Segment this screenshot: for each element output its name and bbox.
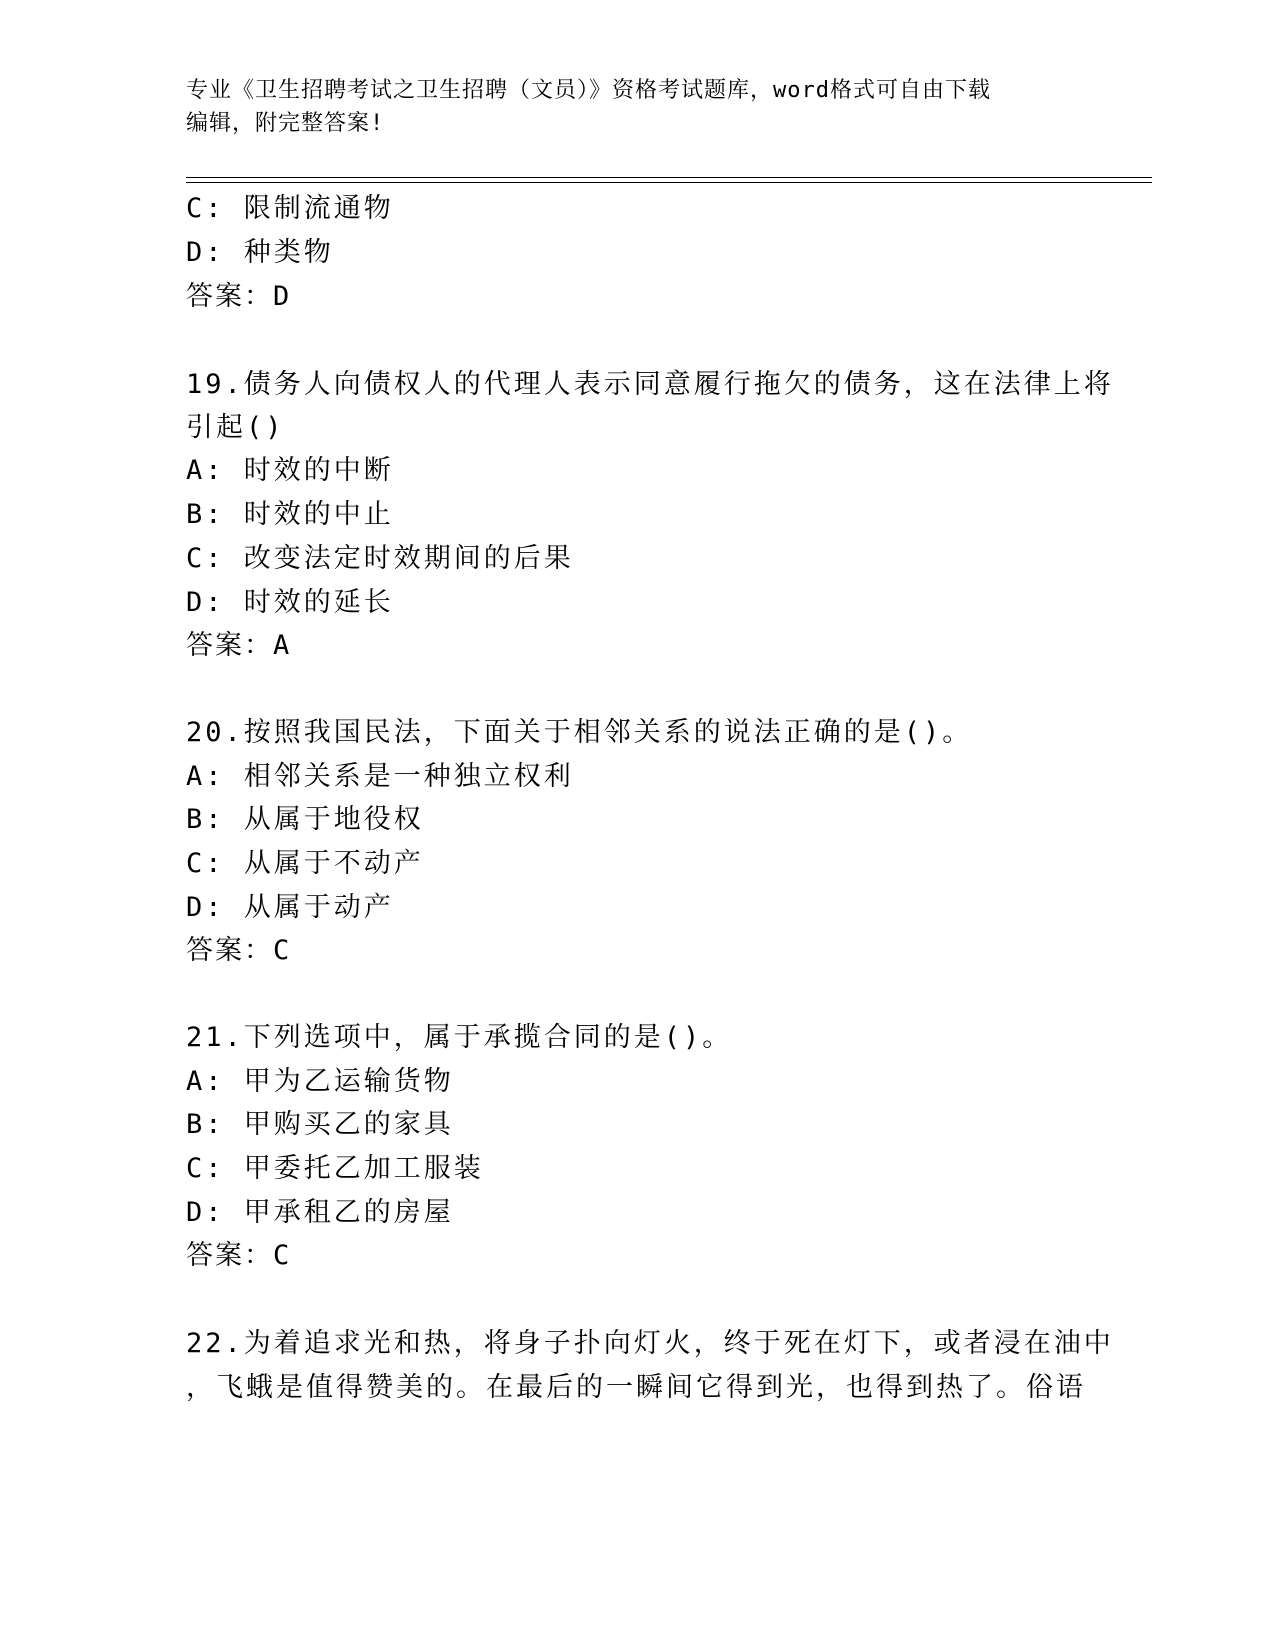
option-a: A: 甲为乙运输货物	[186, 1066, 454, 1097]
header-line-2: 编辑，附完整答案!	[186, 111, 385, 136]
question-stem-19-line-1: 19.债务人向债权人的代理人表示同意履行拖欠的债务，这在法律上将	[186, 369, 1114, 400]
option-c: C: 从属于不动产	[186, 848, 424, 879]
answer-label: 答案：	[186, 281, 273, 312]
option-b: B: 从属于地役权	[186, 804, 424, 835]
option-c: C: 改变法定时效期间的后果	[186, 543, 574, 574]
question-stem-19-line-2: 引起()	[186, 412, 285, 443]
answer-line	[186, 628, 291, 664]
header-divider-top	[186, 177, 1152, 178]
question-stem-20: 20.按照我国民法，下面关于相邻关系的说法正确的是()。	[186, 717, 973, 748]
answer-label: 答案：	[186, 1240, 273, 1271]
option-a: A: 时效的中断	[186, 455, 394, 486]
option-c: C: 甲委托乙加工服装	[186, 1153, 484, 1184]
document-header	[186, 74, 1086, 140]
answer-value: D	[273, 281, 292, 312]
question-stem-21: 21.下列选项中，属于承揽合同的是()。	[186, 1022, 733, 1053]
answer-line	[186, 279, 291, 315]
question-stem-22-line-1: 22.为着追求光和热，将身子扑向灯火，终于死在灯下，或者浸在油中	[186, 1328, 1114, 1359]
option-d: D: 种类物	[186, 237, 334, 268]
answer-line	[186, 1238, 291, 1274]
option-c: C: 限制流通物	[186, 193, 394, 224]
option-b: B: 时效的中止	[186, 499, 394, 530]
answer-label: 答案：	[186, 935, 273, 966]
answer-label: 答案：	[186, 630, 273, 661]
answer-value: A	[273, 630, 292, 661]
option-d: D: 时效的延长	[186, 587, 394, 618]
option-b: B: 甲购买乙的家具	[186, 1109, 454, 1140]
option-d: D: 从属于动产	[186, 892, 394, 923]
answer-value: C	[273, 935, 292, 966]
answer-value: C	[273, 1240, 292, 1271]
option-d: D: 甲承租乙的房屋	[186, 1197, 454, 1228]
header-divider-bottom	[186, 182, 1152, 183]
header-line-1: 专业《卫生招聘考试之卫生招聘（文员）》资格考试题库，word格式可自由下载	[186, 78, 991, 103]
question-stem-22-line-2: ，飞蛾是值得赞美的。在最后的一瞬间它得到光，也得到热了。俗语	[186, 1372, 1086, 1403]
answer-line	[186, 933, 291, 969]
option-a: A: 相邻关系是一种独立权利	[186, 761, 574, 792]
